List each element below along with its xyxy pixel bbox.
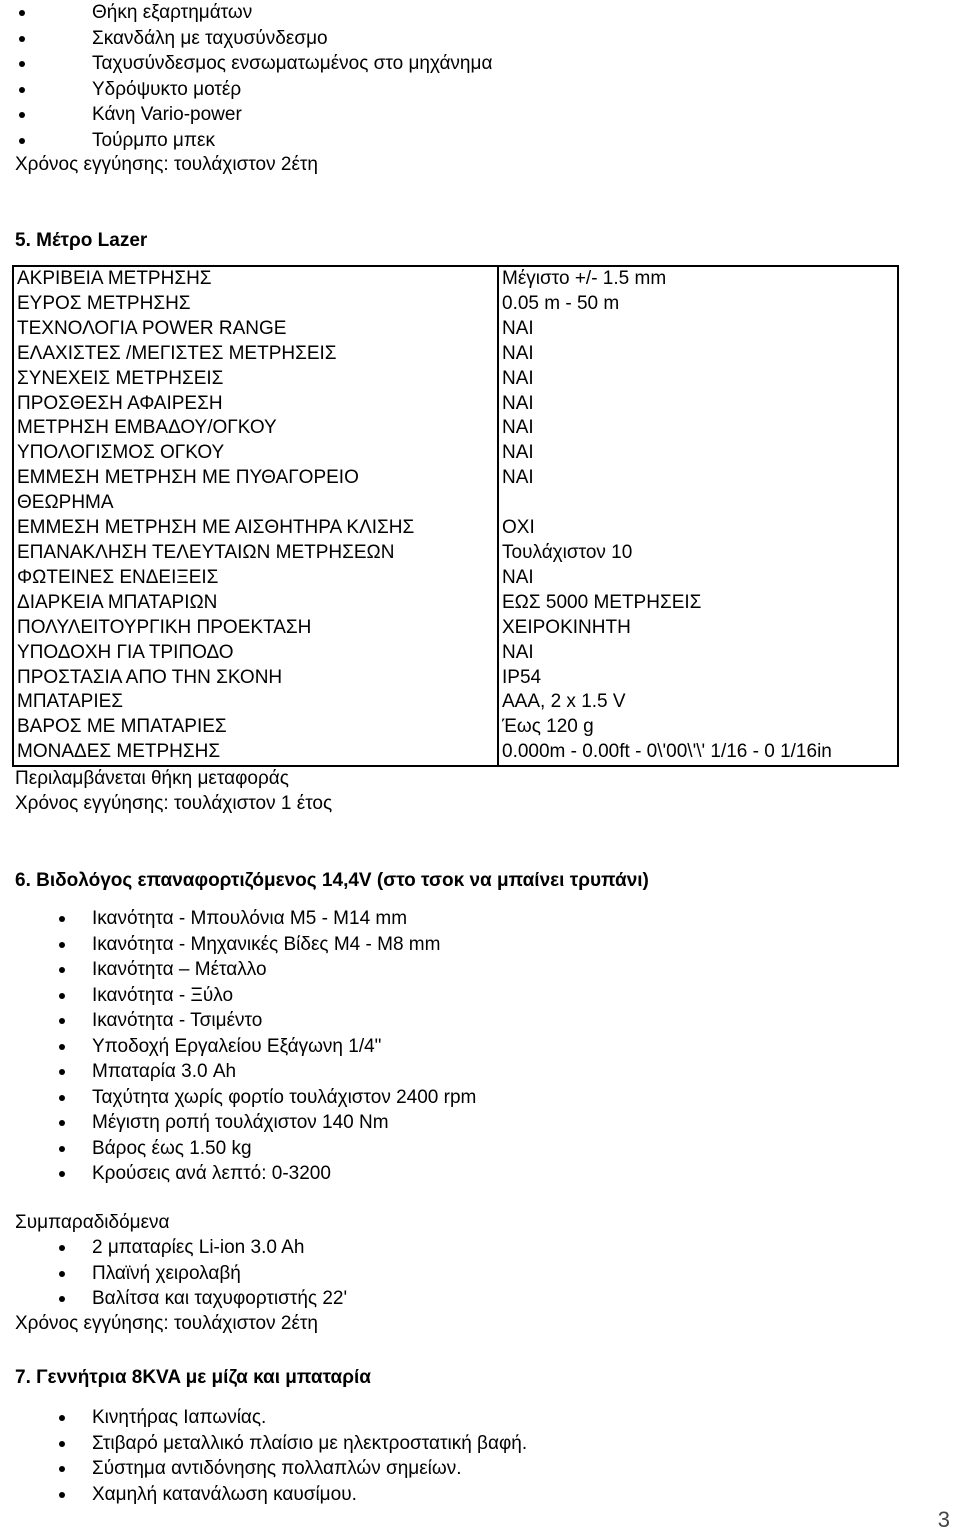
list-item <box>92 983 476 1009</box>
table-row <box>13 367 898 392</box>
spec-value: ΝΑΙ <box>502 342 534 364</box>
bullet-icon <box>59 1271 65 1277</box>
table-row <box>13 740 898 766</box>
specs-list <box>92 906 476 1187</box>
list-item-text: Υποδοχή Εργαλείου Εξάγωνη 1/4" <box>92 1035 382 1057</box>
spec-label: ΕΥΡΟΣ ΜΕΤΡΗΣΗΣ <box>13 292 498 317</box>
spec-label: ΠΟΛΥΛΕΙΤΟΥΡΓΙΚΗ ΠΡΟΕΚΤΑΣΗ <box>13 616 498 641</box>
table-row <box>13 641 898 666</box>
list-item-text: Ικανότητα - Μπουλόνια Μ5 - Μ14 mm <box>92 908 408 929</box>
table-row <box>13 342 898 367</box>
list-item <box>92 1008 476 1034</box>
table-row <box>13 591 898 616</box>
spec-value: Τουλάχιστον 10 <box>502 541 633 563</box>
list-item-text: Ικανότητα - Τσιμέντο <box>92 1010 263 1031</box>
list-item <box>92 128 492 154</box>
bullet-icon <box>59 942 65 948</box>
bullet-icon <box>59 1296 65 1302</box>
table-row <box>13 715 898 740</box>
list-item <box>92 1085 476 1111</box>
list-item-text: Σκανδάλη με ταχυσύνδεσμο <box>92 27 328 49</box>
spec-value: ΝΑΙ <box>502 417 534 439</box>
list-item <box>92 1034 476 1060</box>
spec-label: ΕΜΜΕΣΗ ΜΕΤΡΗΣΗ ΜΕ ΑΙΣΘΗΤΗΡΑ ΚΛΙΣΗΣ <box>13 516 498 541</box>
spec-label: ΔΙΑΡΚΕΙΑ ΜΠΑΤΑΡΙΩΝ <box>13 591 498 616</box>
spec-label: ΒΑΡΟΣ ΜΕ ΜΠΑΤΑΡΙΕΣ <box>13 715 498 740</box>
list-item-text: Ικανότητα - Μηχανικές Βίδες Μ4 - Μ8 mm <box>92 933 441 955</box>
list-item <box>92 77 492 103</box>
spec-value: ΟΧΙ <box>502 517 535 539</box>
bullet-icon <box>19 112 25 118</box>
section-title: 5. Μέτρο Lazer <box>15 230 148 251</box>
bullet-icon <box>19 61 25 67</box>
spec-label: ΦΩΤΕΙΝΕΣ ΕΝΔΕΙΞΕΙΣ <box>13 566 498 591</box>
accessories-list <box>92 0 492 153</box>
spec-label: ΤΕΧΝΟΛΟΓΙΑ POWER RANGE <box>13 317 498 342</box>
table-row <box>13 466 898 516</box>
bullet-icon <box>19 10 25 16</box>
bullet-icon <box>59 1146 65 1152</box>
section-title: 7. Γεννήτρια 8KVA με μίζα και μπαταρία <box>15 1367 371 1388</box>
spec-label: ΥΠΟΔΟΧΗ ΓΙΑ ΤΡΙΠΟΔΟ <box>13 641 498 666</box>
list-item-text: Ταχύτητα χωρίς φορτίο τουλάχιστον 2400 rpm <box>92 1086 477 1108</box>
section-title: 6. Βιδολόγος επαναφορτιζόμενος 14,4V (στο τσοκ να μπαίνει τρυπάνι) <box>15 870 649 891</box>
spec-value: IP54 <box>502 666 542 688</box>
bullet-icon <box>59 1069 65 1075</box>
bullet-icon <box>59 1466 65 1472</box>
list-item <box>92 932 476 958</box>
bullet-icon <box>19 87 25 93</box>
list-item-text: Υδρόψυκτο μοτέρ <box>92 78 242 100</box>
warranty-text: Χρόνος εγγύησης: τουλάχιστον 2έτη <box>15 154 318 175</box>
table-row <box>13 392 898 417</box>
list-item <box>92 102 492 128</box>
spec-label: ΠΡΟΣΤΑΣΙΑ ΑΠΟ ΤΗΝ ΣΚΟΝΗ <box>13 666 498 691</box>
bullet-icon <box>59 1245 65 1251</box>
spec-value: AAA, 2 x 1.5 V <box>502 691 626 713</box>
spec-label: ΕΛΑΧΙΣΤΕΣ /ΜΕΓΙΣΤΕΣ ΜΕΤΡΗΣΕΙΣ <box>13 342 498 367</box>
bullet-icon <box>59 1492 65 1498</box>
features-list <box>92 1405 527 1507</box>
table-row <box>13 666 898 691</box>
bullet-icon <box>59 967 65 973</box>
table-row <box>13 616 898 641</box>
spec-label: ΜΕΤΡΗΣΗ ΕΜΒΑΔΟΥ/ΟΓΚΟΥ <box>13 416 498 441</box>
spec-label: ΜΠΑΤΑΡΙΕΣ <box>13 690 498 715</box>
bullet-icon <box>19 36 25 42</box>
list-item-text: Βαλίτσα και ταχυφορτιστής 22' <box>92 1288 348 1309</box>
list-item-text: Ικανότητα – Μέταλλο <box>92 959 267 980</box>
list-item <box>92 957 476 983</box>
spec-value: ΝΑΙ <box>502 467 534 489</box>
list-item-text: Κινητήρας Ιαπωνίας. <box>92 1407 267 1428</box>
list-item-text: Κρούσεις ανά λεπτό: 0-3200 <box>92 1163 331 1184</box>
bullet-icon <box>59 1415 65 1421</box>
table-row <box>13 416 898 441</box>
spec-value: Μέγιστο +/- 1.5 mm <box>502 268 667 289</box>
bullet-icon <box>59 1095 65 1101</box>
list-item-text: Ταχυσύνδεσμος ενσωματωμένος στο μηχάνημα <box>92 53 493 74</box>
warranty-text: Χρόνος εγγύησης: τουλάχιστον 2έτη <box>15 1313 318 1334</box>
bullet-icon <box>59 1120 65 1126</box>
bullet-icon <box>59 993 65 999</box>
table-row <box>13 292 898 317</box>
spec-label: ΕΠΑΝΑΚΛΗΣΗ ΤΕΛΕΥΤΑΙΩΝ ΜΕΤΡΗΣΕΩΝ <box>13 541 498 566</box>
spec-label-cell <box>13 466 498 516</box>
warranty-text: Χρόνος εγγύησης: τουλάχιστον 1 έτος <box>15 793 333 814</box>
page-number: 3 <box>937 1507 950 1532</box>
bullet-icon <box>59 916 65 922</box>
supplied-list <box>92 1235 347 1312</box>
spec-value: Έως 120 g <box>502 716 594 738</box>
list-item <box>92 1261 347 1287</box>
spec-value: 0.05 m - 50 m <box>502 292 620 314</box>
list-item <box>92 51 492 77</box>
list-item-text: Μέγιστη ροπή τουλάχιστον 140 Nm <box>92 1112 389 1133</box>
bullet-icon <box>59 1018 65 1024</box>
list-item-text: Ικανότητα - Ξύλο <box>92 984 234 1006</box>
spec-value: ΝΑΙ <box>502 566 534 588</box>
spec-value: ΝΑΙ <box>502 392 534 414</box>
list-item <box>92 1136 476 1162</box>
list-item-text: Σύστημα αντιδόνησης πολλαπλών σημείων. <box>92 1458 462 1479</box>
list-item-text: Θήκη εξαρτημάτων <box>92 2 253 23</box>
spec-value: ΧΕΙΡΟΚΙΝΗΤΗ <box>502 616 631 638</box>
table-row <box>13 266 898 292</box>
table-row <box>13 441 898 466</box>
list-item <box>92 1482 527 1508</box>
spec-value: ΝΑΙ <box>502 367 534 389</box>
list-item-text: Τούρμπο μπεκ <box>92 129 215 151</box>
list-item-text: Πλαϊνή χειρολαβή <box>92 1262 241 1284</box>
list-item <box>92 906 476 932</box>
list-item <box>92 1286 347 1312</box>
list-item-text: 2 μπαταρίες Li-ion 3.0 Ah <box>92 1237 305 1258</box>
table-row <box>13 516 898 541</box>
list-item <box>92 1405 527 1431</box>
spec-value: ΝΑΙ <box>502 641 534 663</box>
bullet-icon <box>59 1441 65 1447</box>
spec-table <box>12 265 899 767</box>
list-item <box>92 0 492 26</box>
list-item <box>92 1161 476 1187</box>
list-item-text: Χαμηλή κατανάλωση καυσίμου. <box>92 1483 357 1505</box>
spec-value: 0.000m - 0.00ft - 0\'00\'\' 1/16 - 0 1/16in <box>502 741 832 763</box>
list-item-text: Κάνη Vario-power <box>92 104 242 125</box>
table-row <box>13 317 898 342</box>
table-row <box>13 541 898 566</box>
list-item <box>92 26 492 52</box>
spec-label: ΑΚΡΙΒΕΙΑ ΜΕΤΡΗΣΗΣ <box>13 266 498 292</box>
bullet-icon <box>19 138 25 144</box>
list-item <box>92 1110 476 1136</box>
spec-label: ΕΜΜΕΣΗ ΜΕΤΡΗΣΗ ΜΕ ΠΥΘΑΓΟΡΕΙΟ ΘΕΩΡΗΜΑ <box>17 467 359 514</box>
table-row <box>13 566 898 591</box>
list-item-text: Βάρος έως 1.50 kg <box>92 1137 252 1159</box>
list-item <box>92 1059 476 1085</box>
bullet-icon <box>59 1044 65 1050</box>
table-row <box>13 690 898 715</box>
spec-value: ΝΑΙ <box>502 317 534 339</box>
spec-label: ΜΟΝΑΔΕΣ ΜΕΤΡΗΣΗΣ <box>13 740 498 766</box>
list-item <box>92 1456 527 1482</box>
bullet-icon <box>59 1171 65 1177</box>
included-text: Περιλαμβάνεται θήκη μεταφοράς <box>15 768 289 789</box>
spec-label: ΥΠΟΛΟΓΙΣΜΟΣ ΟΓΚΟΥ <box>13 441 498 466</box>
list-item-text: Στιβαρό μεταλλικό πλαίσιο με ηλεκτροστατική βαφή. <box>92 1432 528 1454</box>
list-item-text: Μπαταρία 3.0 Ah <box>92 1061 237 1082</box>
list-item <box>92 1431 527 1457</box>
spec-label: ΣΥΝΕΧΕΙΣ ΜΕΤΡΗΣΕΙΣ <box>13 367 498 392</box>
supplied-heading: Συμπαραδιδόμενα <box>15 1212 170 1233</box>
spec-value: ΕΩΣ 5000 ΜΕΤΡΗΣΕΙΣ <box>502 591 702 613</box>
list-item <box>92 1235 347 1261</box>
spec-label: ΠΡΟΣΘΕΣΗ ΑΦΑΙΡΕΣΗ <box>13 392 498 417</box>
spec-value: ΝΑΙ <box>502 442 534 464</box>
